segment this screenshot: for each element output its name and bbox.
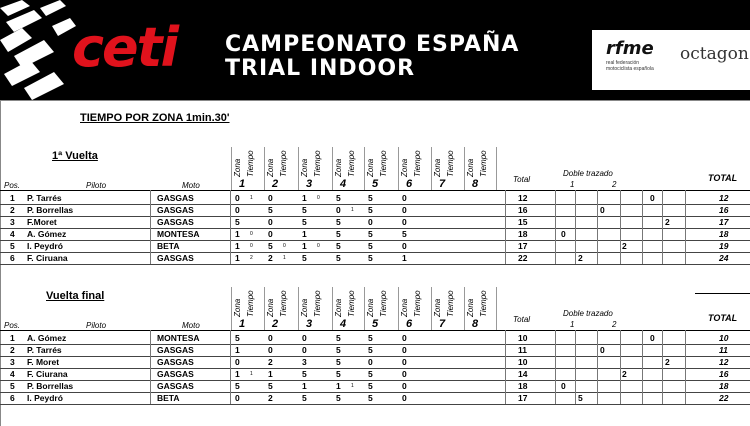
grid-divider: [230, 190, 231, 264]
page-subtitle: TIEMPO POR ZONA 1min.30': [80, 112, 230, 124]
zone-label: Zona: [466, 158, 475, 177]
zone-label: Zona: [300, 298, 309, 317]
zone-time: 1: [250, 195, 253, 201]
zone-score: 5: [368, 333, 373, 343]
zone-time: 0: [317, 195, 320, 201]
zone-number: 4: [339, 178, 347, 190]
zone-score: 0: [402, 333, 407, 343]
doble-trazado-value: 2: [578, 253, 583, 263]
zone-label: Zona: [266, 158, 275, 177]
grid-divider: [597, 330, 598, 404]
moto-header: Moto: [182, 321, 200, 330]
championship-title-line1: CAMPEONATO ESPAÑA: [225, 32, 520, 57]
tiempo-label: Tiempo: [446, 290, 455, 317]
table-row-piloto: P. Tarrés: [27, 345, 62, 355]
grid-divider: [575, 330, 576, 404]
zone-score: 0: [402, 217, 407, 227]
row-total: 22: [518, 253, 528, 263]
table-row-moto: GASGAS: [157, 381, 194, 391]
row-divider: [0, 264, 750, 265]
table-row-piloto: A. Gómez: [27, 333, 67, 343]
tiempo-label: Tiempo: [379, 290, 388, 317]
table-row-pos: 3: [10, 217, 15, 227]
tiempo-label: Tiempo: [413, 290, 422, 317]
grid-divider: [150, 190, 151, 264]
grid-divider: [620, 190, 621, 264]
zone-time: 1: [250, 371, 253, 377]
doble-trazado-value: 0: [650, 333, 655, 343]
zone-score: 1: [235, 241, 240, 251]
grid-divider: [555, 190, 556, 264]
doble-trazado-value: 2: [622, 369, 627, 379]
zone-score: 5: [268, 381, 273, 391]
grid-divider: [662, 330, 663, 404]
zone-divider: [364, 287, 365, 331]
zone-score: 5: [368, 393, 373, 403]
zone-number: 1: [238, 318, 246, 330]
zone-score: 5: [336, 217, 341, 227]
pos-header: Pos.: [4, 321, 21, 330]
row-divider: [0, 252, 750, 253]
zone-time: 0: [250, 243, 253, 249]
zone-number: 4: [339, 318, 347, 330]
zone-number: 1: [238, 178, 246, 190]
zone-score: 5: [302, 393, 307, 403]
row-divider: [0, 228, 750, 229]
zone-label: Zona: [334, 158, 343, 177]
moto-header: Moto: [182, 181, 200, 190]
zone-number: 8: [471, 318, 479, 330]
zone-divider: [464, 287, 465, 331]
table-row-pos: 1: [10, 333, 15, 343]
total-header: Total: [513, 315, 531, 324]
zone-score: 5: [368, 381, 373, 391]
piloto-header: Piloto: [86, 321, 107, 330]
section-title: 1ª Vuelta: [52, 150, 98, 162]
row-grand-total: 17: [719, 217, 729, 227]
tiempo-label: Tiempo: [246, 150, 255, 177]
grid-divider: [620, 330, 621, 404]
zone-time: 1: [351, 383, 354, 389]
row-grand-total: 18: [719, 381, 729, 391]
zone-divider: [231, 287, 232, 331]
zone-divider: [264, 287, 265, 331]
doble-trazado-value: 5: [578, 393, 583, 403]
zone-number: 2: [271, 318, 279, 330]
total-divider: [695, 293, 750, 294]
grid-divider: [685, 330, 686, 404]
table-row-piloto: P. Borrellas: [27, 205, 74, 215]
zone-score: 0: [402, 241, 407, 251]
zone-score: 5: [302, 369, 307, 379]
row-divider: [0, 356, 750, 357]
row-grand-total: 18: [719, 229, 729, 239]
row-total: 11: [518, 345, 527, 355]
table-row-pos: 2: [10, 345, 15, 355]
zone-score: 5: [235, 217, 240, 227]
grid-divider: [662, 190, 663, 264]
zone-score: 5: [336, 333, 341, 343]
zone-label: Zona: [433, 158, 442, 177]
row-total: 12: [518, 193, 528, 203]
zone-score: 5: [368, 193, 373, 203]
table-row-piloto: A. Gómez: [27, 229, 67, 239]
zone-number: 3: [305, 318, 313, 330]
section-title: Vuelta final: [46, 290, 105, 302]
zone-number: 7: [438, 178, 446, 190]
zone-label: Zona: [366, 298, 375, 317]
zone-score: 0: [402, 369, 407, 379]
zone-divider: [264, 147, 265, 191]
row-divider: [0, 240, 750, 241]
row-divider: [0, 404, 750, 405]
doble-1-header: 1: [570, 320, 575, 329]
zone-score: 1: [235, 253, 240, 263]
zone-divider: [364, 147, 365, 191]
zone-score: 0: [268, 229, 273, 239]
row-grand-total: 12: [719, 357, 729, 367]
zone-divider: [431, 147, 432, 191]
table-row-pos: 2: [10, 205, 15, 215]
doble-trazado-value: 0: [561, 229, 566, 239]
zone-score: 0: [268, 333, 273, 343]
tiempo-label: Tiempo: [379, 150, 388, 177]
table-row-piloto: F. Ciurana: [27, 369, 68, 379]
doble-trazado-value: 0: [561, 381, 566, 391]
header-rule: [0, 330, 750, 331]
table-row-pos: 1: [10, 193, 15, 203]
frame-top-border: [0, 100, 750, 101]
zone-score: 0: [402, 393, 407, 403]
table-row-moto: GASGAS: [157, 193, 194, 203]
zone-score: 5: [368, 253, 373, 263]
table-row-piloto: P. Tarrés: [27, 193, 62, 203]
zone-number: 8: [471, 178, 479, 190]
zone-score: 1: [402, 253, 407, 263]
zone-score: 1: [268, 369, 273, 379]
ceti-logo: ceti: [72, 16, 177, 79]
zone-score: 1: [302, 241, 307, 251]
zone-score: 2: [268, 357, 273, 367]
zone-score: 5: [336, 241, 341, 251]
table-row-moto: GASGAS: [157, 253, 194, 263]
doble-2-header: 2: [612, 320, 617, 329]
zone-divider: [496, 147, 497, 191]
row-grand-total: 10: [719, 333, 729, 343]
zone-label: Zona: [400, 158, 409, 177]
doble-trazado-value: 0: [600, 345, 605, 355]
zone-score: 0: [235, 393, 240, 403]
table-row-piloto: F. Moret: [27, 357, 60, 367]
zone-score: 0: [402, 205, 407, 215]
header-rule: [0, 190, 750, 191]
rfme-tagline: real federación motociclista española: [606, 60, 654, 72]
zone-time: 2: [250, 255, 253, 261]
tiempo-label: Tiempo: [313, 290, 322, 317]
zone-score: 5: [302, 217, 307, 227]
zone-score: 3: [302, 357, 307, 367]
zone-score: 0: [268, 217, 273, 227]
doble-trazado-value: 0: [650, 193, 655, 203]
doble-trazado-header: Doble trazado: [563, 309, 613, 318]
tiempo-label: Tiempo: [279, 290, 288, 317]
table-row-piloto: I. Peydró: [27, 393, 63, 403]
row-total: 17: [518, 241, 528, 251]
zone-score: 5: [268, 241, 273, 251]
row-total: 17: [518, 393, 528, 403]
zone-score: 0: [302, 345, 307, 355]
table-row-pos: 4: [10, 369, 15, 379]
zone-score: 5: [336, 345, 341, 355]
zone-score: 5: [402, 229, 407, 239]
table-row-pos: 3: [10, 357, 15, 367]
row-total: 14: [518, 369, 528, 379]
zone-label: Zona: [366, 158, 375, 177]
zone-time: 0: [317, 243, 320, 249]
row-total: 18: [518, 381, 528, 391]
zone-score: 5: [235, 333, 240, 343]
zone-score: 5: [336, 369, 341, 379]
row-grand-total: 19: [719, 241, 729, 251]
pos-header: Pos.: [4, 181, 21, 190]
table-row-piloto: F. Ciruana: [27, 253, 68, 263]
row-grand-total: 12: [719, 193, 729, 203]
row-grand-total: 16: [719, 369, 729, 379]
table-row-piloto: P. Borrellas: [27, 381, 74, 391]
grid-divider: [642, 190, 643, 264]
doble-2-header: 2: [612, 180, 617, 189]
row-total: 10: [518, 333, 528, 343]
table-row-moto: MONTESA: [157, 333, 200, 343]
tiempo-label: Tiempo: [279, 150, 288, 177]
grid-divider: [685, 190, 686, 264]
zone-score: 0: [402, 193, 407, 203]
row-grand-total: 11: [719, 345, 728, 355]
zone-score: 5: [368, 369, 373, 379]
table-row-pos: 5: [10, 241, 15, 251]
row-total: 18: [518, 229, 528, 239]
grand-total-header: TOTAL: [708, 173, 738, 183]
zone-score: 0: [268, 193, 273, 203]
frame-left-border: [0, 100, 1, 426]
zone-divider: [298, 287, 299, 331]
zone-score: 5: [235, 381, 240, 391]
row-divider: [0, 344, 750, 345]
zone-label: Zona: [300, 158, 309, 177]
tiempo-label: Tiempo: [347, 290, 356, 317]
zone-score: 0: [235, 205, 240, 215]
grid-divider: [575, 190, 576, 264]
zone-score: 5: [302, 205, 307, 215]
rfme-logo: rfme: [606, 38, 654, 59]
table-row-moto: BETA: [157, 393, 180, 403]
zone-score: 0: [368, 357, 373, 367]
table-row-pos: 6: [10, 393, 15, 403]
row-divider: [0, 216, 750, 217]
zone-score: 5: [336, 229, 341, 239]
row-divider: [0, 392, 750, 393]
doble-1-header: 1: [570, 180, 575, 189]
table-row-moto: GASGAS: [157, 205, 194, 215]
row-divider: [0, 380, 750, 381]
zone-label: Zona: [466, 298, 475, 317]
table-row-moto: BETA: [157, 241, 180, 251]
tiempo-label: Tiempo: [479, 150, 488, 177]
zone-score: 5: [368, 205, 373, 215]
table-row-moto: GASGAS: [157, 345, 194, 355]
zone-label: Zona: [334, 298, 343, 317]
row-grand-total: 22: [719, 393, 729, 403]
zone-number: 3: [305, 178, 313, 190]
table-row-moto: GASGAS: [157, 357, 194, 367]
zone-divider: [431, 287, 432, 331]
zone-score: 1: [302, 229, 307, 239]
table-row-moto: MONTESA: [157, 229, 200, 239]
zone-score: 0: [368, 217, 373, 227]
zone-time: 0: [283, 243, 286, 249]
tiempo-label: Tiempo: [413, 150, 422, 177]
zone-time: 1: [351, 207, 354, 213]
zone-score: 1: [235, 229, 240, 239]
zone-divider: [398, 287, 399, 331]
zone-score: 5: [302, 253, 307, 263]
table-row-piloto: I. Peydró: [27, 241, 63, 251]
row-grand-total: 24: [719, 253, 729, 263]
zone-score: 0: [235, 357, 240, 367]
zone-number: 2: [271, 178, 279, 190]
grid-divider: [505, 190, 506, 264]
zone-label: Zona: [233, 158, 242, 177]
zone-time: 1: [283, 255, 286, 261]
zone-score: 5: [368, 241, 373, 251]
zone-number: 7: [438, 318, 446, 330]
row-total: 10: [518, 357, 528, 367]
grand-total-header: TOTAL: [708, 313, 738, 323]
zone-score: 5: [368, 229, 373, 239]
zone-label: Zona: [433, 298, 442, 317]
zone-score: 1: [302, 193, 307, 203]
zone-score: 1: [235, 369, 240, 379]
zone-score: 1: [336, 381, 341, 391]
zone-number: 6: [405, 318, 413, 330]
zone-divider: [231, 147, 232, 191]
table-row-moto: GASGAS: [157, 369, 194, 379]
zone-score: 0: [402, 345, 407, 355]
doble-trazado-header: Doble trazado: [563, 169, 613, 178]
zone-divider: [398, 147, 399, 191]
table-row-pos: 6: [10, 253, 15, 263]
zone-score: 5: [336, 357, 341, 367]
zone-number: 6: [405, 178, 413, 190]
zone-score: 5: [368, 345, 373, 355]
championship-title-line2: TRIAL INDOOR: [225, 56, 416, 81]
zone-number: 5: [371, 178, 379, 190]
row-grand-total: 16: [719, 205, 729, 215]
doble-trazado-value: 0: [600, 205, 605, 215]
table-row-pos: 4: [10, 229, 15, 239]
zone-score: 0: [402, 381, 407, 391]
piloto-header: Piloto: [86, 181, 107, 190]
header-banner: [0, 0, 750, 100]
zone-divider: [332, 147, 333, 191]
doble-trazado-value: 2: [665, 357, 670, 367]
sponsor-area: [592, 30, 750, 90]
tiempo-label: Tiempo: [347, 150, 356, 177]
tire-tread-graphic: [0, 0, 80, 100]
zone-score: 0: [402, 357, 407, 367]
grid-divider: [555, 330, 556, 404]
zone-score: 2: [268, 393, 273, 403]
grid-divider: [150, 330, 151, 404]
zone-score: 0: [268, 345, 273, 355]
table-row-moto: GASGAS: [157, 217, 194, 227]
zone-score: 0: [302, 333, 307, 343]
zone-divider: [464, 147, 465, 191]
doble-trazado-value: 2: [622, 241, 627, 251]
zone-label: Zona: [266, 298, 275, 317]
doble-trazado-value: 2: [665, 217, 670, 227]
table-row-piloto: F.Moret: [27, 217, 57, 227]
grid-divider: [230, 330, 231, 404]
zone-time: 0: [250, 231, 253, 237]
grid-divider: [597, 190, 598, 264]
zone-score: 0: [336, 205, 341, 215]
zone-label: Zona: [233, 298, 242, 317]
table-row-pos: 5: [10, 381, 15, 391]
tiempo-label: Tiempo: [246, 290, 255, 317]
zone-score: 5: [336, 193, 341, 203]
zone-score: 1: [235, 345, 240, 355]
tiempo-label: Tiempo: [313, 150, 322, 177]
zone-label: Zona: [400, 298, 409, 317]
tiempo-label: Tiempo: [446, 150, 455, 177]
zone-divider: [332, 287, 333, 331]
grid-divider: [642, 330, 643, 404]
zone-score: 0: [235, 193, 240, 203]
octagon-logo: octagon: [680, 44, 749, 64]
zone-score: 5: [268, 205, 273, 215]
tiempo-label: Tiempo: [479, 290, 488, 317]
zone-score: 1: [302, 381, 307, 391]
zone-number: 5: [371, 318, 379, 330]
zone-score: 5: [336, 253, 341, 263]
row-total: 15: [518, 217, 528, 227]
row-divider: [0, 368, 750, 369]
zone-divider: [298, 147, 299, 191]
zone-score: 5: [336, 393, 341, 403]
total-header: Total: [513, 175, 531, 184]
row-total: 16: [518, 205, 528, 215]
zone-divider: [496, 287, 497, 331]
row-divider: [0, 204, 750, 205]
grid-divider: [505, 330, 506, 404]
zone-score: 2: [268, 253, 273, 263]
